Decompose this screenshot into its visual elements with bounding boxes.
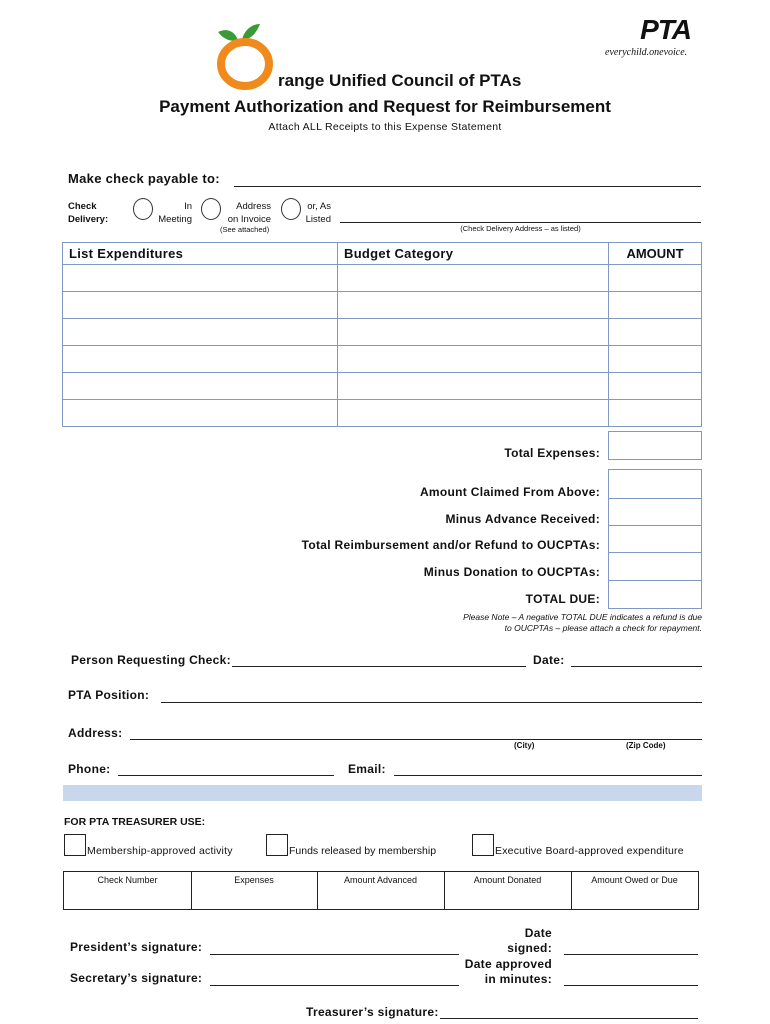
delivery-address-caption: (Check Delivery Address – as listed) [460, 224, 581, 233]
date-approved-field[interactable] [564, 985, 698, 986]
check-delivery-label [68, 200, 108, 226]
option-in-meeting-1: In [184, 201, 192, 212]
expenditure-amount-cell[interactable] [608, 291, 702, 319]
expenditure-budget-cell[interactable] [337, 264, 609, 292]
expenditure-description-cell[interactable] [62, 264, 338, 292]
option-in-meeting-2: Meeting [158, 214, 192, 225]
address-field[interactable] [130, 739, 702, 740]
section-divider-band [63, 785, 702, 801]
table-row [62, 372, 702, 400]
table-row [62, 399, 702, 427]
total-expenses-label: Total Expenses: [504, 446, 600, 460]
check-delivery-label-1: Check [68, 201, 97, 212]
header-list-text: List Expenditures [69, 246, 184, 261]
executive-board-label: Executive Board-approved expenditure [495, 845, 684, 857]
option-as-listed-label [295, 200, 331, 226]
zip-caption: (Zip Code) [626, 741, 666, 750]
expenditure-amount-cell[interactable] [608, 345, 702, 373]
expenditure-description-cell[interactable] [62, 399, 338, 427]
checkbox-membership-approved[interactable] [64, 834, 86, 856]
expenditure-budget-cell[interactable] [337, 372, 609, 400]
checkbox-funds-released[interactable] [266, 834, 288, 856]
negative-due-note-2: to OUCPTAs – please attach a check for repayment. [504, 623, 702, 633]
treasurer-col-label: Amount Owed or Due [591, 875, 678, 885]
table-row [62, 345, 702, 373]
person-requesting-field[interactable] [232, 666, 526, 667]
expenditure-description-cell[interactable] [62, 345, 338, 373]
phone-label: Phone: [68, 762, 111, 776]
table-row [62, 264, 702, 292]
date-label: Date: [533, 653, 565, 667]
header-list-expenditures [62, 242, 338, 265]
page-title: range Unified Council of PTAs [278, 71, 522, 90]
expenditure-budget-cell[interactable] [337, 291, 609, 319]
date-approved-label [452, 957, 552, 987]
pta-logo-text: PTA [640, 14, 691, 45]
header-budget-text: Budget Category [344, 246, 454, 261]
option-address-invoice-label [215, 200, 271, 226]
treasurer-col-amount-donated[interactable] [444, 872, 572, 909]
treasurer-col-label: Amount Advanced [343, 875, 418, 885]
total-reimbursement-label: Total Reimbursement and/or Refund to OUCPTAs: [301, 538, 600, 552]
date-signed-field[interactable] [564, 954, 698, 955]
total-due-label: TOTAL DUE: [525, 592, 600, 606]
email-label: Email: [348, 762, 386, 776]
expenditure-budget-cell[interactable] [337, 345, 609, 373]
option-as-listed-1: or, As [307, 201, 331, 212]
total-due-box[interactable] [608, 580, 702, 609]
date-signed-label [452, 926, 552, 956]
header-budget-category [337, 242, 609, 265]
secretary-signature-field[interactable] [210, 985, 459, 986]
pta-tagline: everychild.onevoice. [605, 47, 688, 58]
option-address-invoice-note: (See attached) [220, 225, 270, 234]
date-signed-label-2: signed: [507, 941, 552, 955]
treasurer-signature-label: Treasurer’s signature: [306, 1005, 439, 1019]
secretary-signature-label: Secretary’s signature: [70, 971, 203, 985]
treasurer-col-label: Expenses [234, 875, 274, 885]
check-delivery-label-2: Delivery: [68, 214, 109, 225]
membership-approved-label: Membership-approved activity [87, 845, 233, 857]
treasurer-signature-field[interactable] [440, 1018, 698, 1019]
funds-released-label: Funds released by membership [289, 845, 437, 857]
negative-due-note-1: Please Note – A negative TOTAL DUE indicates a refund is due [463, 612, 702, 622]
negative-due-note [300, 612, 702, 634]
orange-logo [214, 20, 280, 90]
expenditure-amount-cell[interactable] [608, 318, 702, 346]
president-signature-label: President’s signature: [70, 940, 203, 954]
total-reimbursement-box[interactable] [608, 525, 702, 553]
expenditure-budget-cell[interactable] [337, 318, 609, 346]
option-in-meeting-label [140, 200, 192, 226]
expenditure-table [62, 242, 702, 432]
table-row [62, 291, 702, 319]
treasurer-col-label: Check Number [97, 875, 158, 885]
payee-label: Make check payable to: [68, 171, 220, 186]
checkbox-executive-board[interactable] [472, 834, 494, 856]
phone-field[interactable] [118, 775, 334, 776]
email-field[interactable] [394, 775, 702, 776]
expenditure-description-cell[interactable] [62, 372, 338, 400]
president-signature-field[interactable] [210, 954, 459, 955]
delivery-address-field[interactable] [340, 222, 701, 223]
address-label: Address: [68, 726, 123, 740]
pta-position-field[interactable] [161, 702, 702, 703]
pta-position-label: PTA Position: [68, 688, 150, 702]
date-approved-label-1: Date approved [464, 957, 552, 971]
minus-donation-label: Minus Donation to OUCPTAs: [423, 565, 600, 579]
expenditure-amount-cell[interactable] [608, 372, 702, 400]
total-expenses-box[interactable] [608, 431, 702, 460]
date-field[interactable] [571, 666, 702, 667]
treasurer-col-expenses[interactable] [191, 872, 318, 909]
header-amount [608, 242, 702, 265]
minus-advance-box[interactable] [608, 498, 702, 526]
header-amount-text: AMOUNT [626, 246, 684, 261]
amount-claimed-label: Amount Claimed From Above: [419, 485, 600, 499]
amount-claimed-box[interactable] [608, 469, 702, 499]
option-address-invoice-1: Address [236, 201, 271, 212]
receipts-note: Attach ALL Receipts to this Expense Statement [268, 121, 502, 133]
treasurer-table [63, 871, 699, 910]
expenditure-amount-cell[interactable] [608, 399, 702, 427]
treasurer-col-label: Amount Donated [473, 875, 542, 885]
date-signed-label-1: Date [524, 926, 552, 940]
treasurer-col-amount-owed[interactable] [571, 872, 698, 909]
date-approved-label-2: in minutes: [484, 972, 552, 986]
payee-field[interactable] [234, 186, 701, 187]
page-subtitle: Payment Authorization and Request for Reimbursement [159, 97, 611, 116]
minus-advance-label: Minus Advance Received: [445, 512, 600, 526]
expenditure-budget-cell[interactable] [337, 399, 609, 427]
pta-logo [605, 14, 705, 64]
expenditure-description-cell[interactable] [62, 291, 338, 319]
treasurer-heading: FOR PTA TREASURER USE: [64, 816, 206, 828]
expenditure-description-cell[interactable] [62, 318, 338, 346]
person-requesting-label: Person Requesting Check: [71, 653, 231, 667]
treasurer-col-amount-advanced[interactable] [317, 872, 445, 909]
expenditure-amount-cell[interactable] [608, 264, 702, 292]
minus-donation-box[interactable] [608, 552, 702, 581]
table-row [62, 318, 702, 346]
city-caption: (City) [514, 741, 535, 750]
option-as-listed-2: Listed [305, 214, 331, 225]
treasurer-col-check-number[interactable] [64, 872, 192, 909]
option-address-invoice-2: on Invoice [227, 214, 271, 225]
